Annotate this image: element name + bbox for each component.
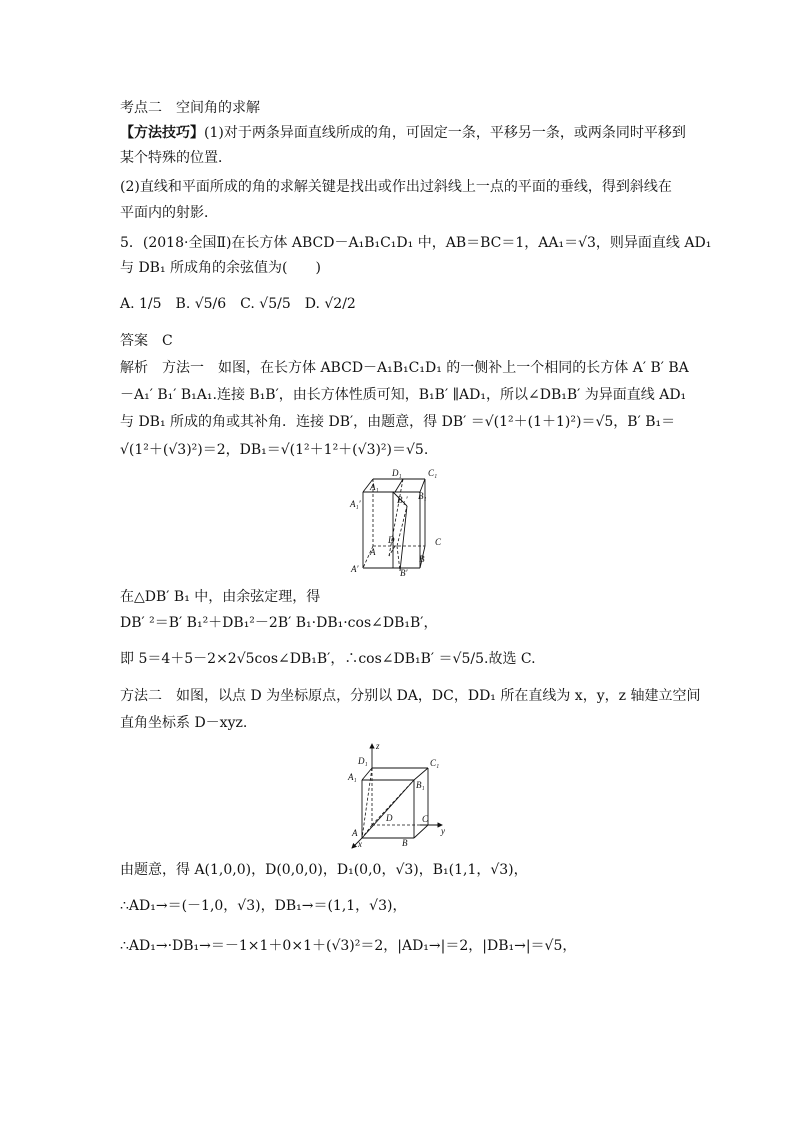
fig1-label-a1: A₁ xyxy=(370,482,379,492)
fig1-label-a1-prime: A₁′ xyxy=(350,499,361,509)
fig1-label-d1: D₁ xyxy=(392,468,402,478)
fig2-label-a1: A₁ xyxy=(348,772,357,782)
question-options: A. 1/5 B. √5/6 C. √5/5 D. √2/2 xyxy=(120,296,356,312)
figure-1-cuboid xyxy=(345,466,450,578)
fig1-label-b1-prime: B₁′ xyxy=(397,495,408,505)
solution-line-3: 与 DB₁ 所成的角或其补角．连接 DB′，由题意，得 DB′ ＝√(1²＋(1＋1)²)＝√5，B′ B₁＝ xyxy=(120,414,676,430)
fig2-label-c: C xyxy=(422,814,429,824)
fig1-label-a: A xyxy=(370,547,376,557)
fig2-label-d: D xyxy=(386,813,393,823)
solution-line-6: DB′ ²＝B′ B₁²＋DB₁²－2B′ B₁·DB₁·cos∠DB₁B′， xyxy=(120,615,438,631)
solution-line-7: 即 5＝4＋5－2×2√5cos∠DB₁B′，∴cos∠DB₁B′ ＝√5/5.故选 C. xyxy=(120,651,536,667)
fig2-label-z: z xyxy=(376,741,380,751)
method-tip-line-1 xyxy=(120,124,686,142)
fig1-label-c1: C₁ xyxy=(428,468,438,478)
question-line-1: 5．(2018·全国Ⅱ)在长方体 ABCD－A₁B₁C₁D₁ 中，AB＝BC＝1，AA₁＝√3，则异面直线 AD₁ xyxy=(120,235,712,251)
solution-line-5: 在△DB′ B₁ 中，由余弦定理，得 xyxy=(120,589,321,605)
solution-line-8: 方法二 如图，以点 D 为坐标原点，分别以 DA，DC，DD₁ 所在直线为 x，y，z 轴建立空间 xyxy=(120,688,701,704)
fig1-label-b1: B₁ xyxy=(418,491,427,501)
fig2-label-b: B xyxy=(402,838,408,848)
solution-line-1: 解析 方法一 如图，在长方体 ABCD－A₁B₁C₁D₁ 的一侧补上一个相同的长方体 A′ B′ BA xyxy=(120,360,689,376)
method-tip-text-1: (1)对于两条异面直线所成的角，可固定一条，平移另一条，或两条同时平移到 xyxy=(204,125,686,141)
fig1-label-a-prime: A′ xyxy=(351,564,359,574)
method-tip-label: 【方法技巧】 xyxy=(120,125,204,141)
method-tip-line-4: 平面内的射影． xyxy=(120,205,218,221)
method-tip-line-2: 某个特殊的位置． xyxy=(120,150,232,166)
method-tip-line-3: (2)直线和平面所成的角的求解关键是找出或作出过斜线上一点的平面的垂线，得到斜线在 xyxy=(120,179,672,195)
fig2-label-x: x xyxy=(358,839,362,849)
answer-line: 答案 C xyxy=(120,333,173,349)
figure-2-coordinate-cuboid xyxy=(340,740,450,850)
fig2-label-d1: D₁ xyxy=(358,756,368,766)
solution-line-4: √(1²＋(√3)²)＝2，DB₁＝√(1²＋1²＋(√3)²)＝√5. xyxy=(120,442,429,458)
fig2-label-y: y xyxy=(441,826,445,836)
fig1-label-b-prime: B′ xyxy=(400,568,408,578)
solution-line-2: －A₁′ B₁′ B₁A₁.连接 B₁B′，由长方体性质可知，B₁B′ ∥AD₁，所以∠DB₁B′ 为异面直线 AD₁ xyxy=(120,387,687,403)
solution-line-11: ∴AD₁→＝(－1,0，√3)，DB₁→＝(1,1，√3)， xyxy=(120,898,407,914)
fig2-label-c1: C₁ xyxy=(430,758,440,768)
solution-line-10: 由题意，得 A(1,0,0)，D(0,0,0)，D₁(0,0，√3)，B₁(1,1，√3)， xyxy=(120,862,528,878)
fig1-label-d: D xyxy=(388,535,395,545)
solution-line-12: ∴AD₁→·DB₁→＝－1×1＋0×1＋(√3)²＝2，|AD₁→|＝2，|DB₁→|＝√5， xyxy=(120,938,577,954)
fig1-label-c: C xyxy=(435,537,442,547)
solution-line-9: 直角坐标系 D－xyz. xyxy=(120,715,248,731)
fig2-label-a: A xyxy=(352,828,358,838)
fig1-label-b: B xyxy=(419,554,425,564)
question-line-2: 与 DB₁ 所成角的余弦值为( ) xyxy=(120,260,321,276)
section-title: 考点二 空间角的求解 xyxy=(120,100,260,116)
fig2-label-b1: B₁ xyxy=(416,780,425,790)
